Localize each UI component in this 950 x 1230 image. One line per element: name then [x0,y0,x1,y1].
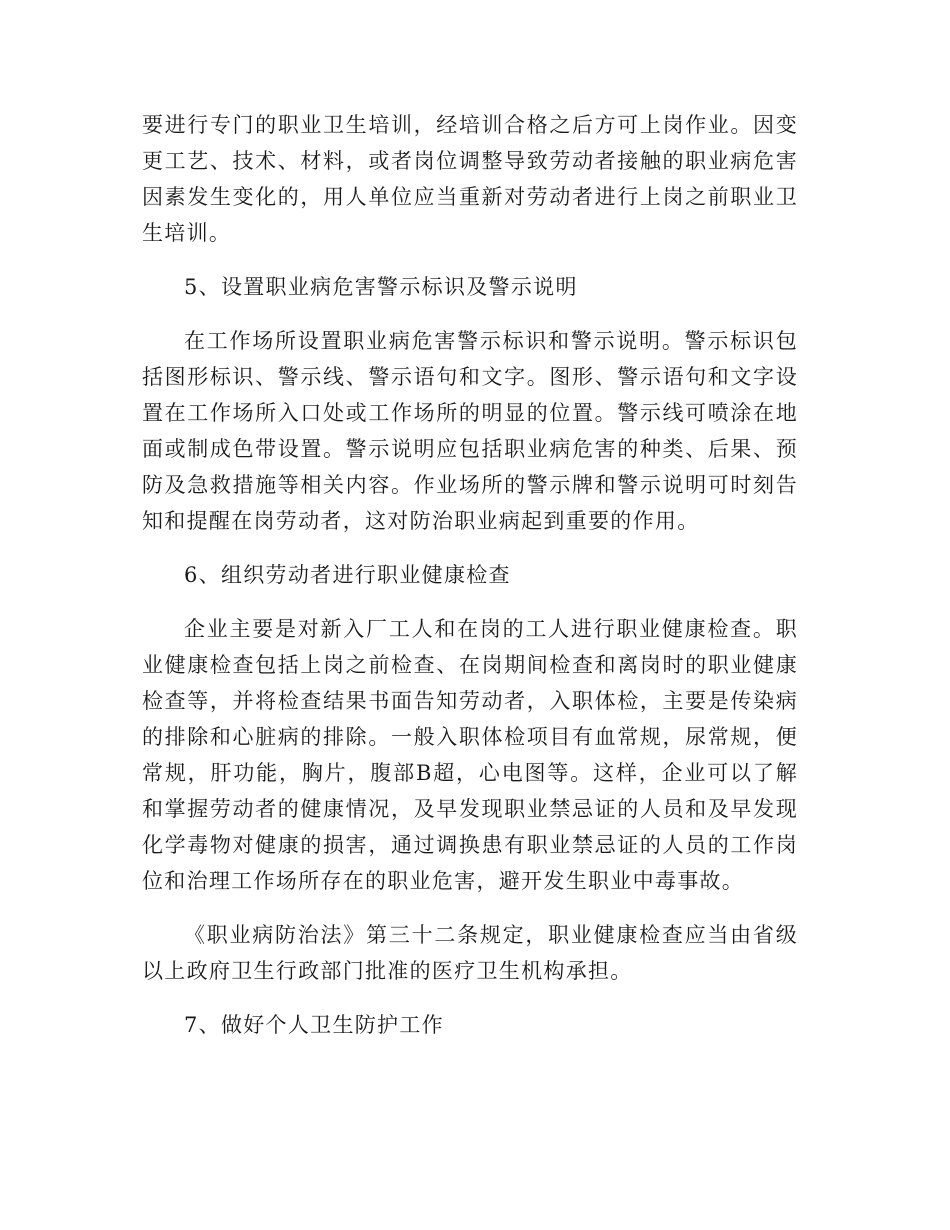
document-page [142,107,798,1061]
paragraph-health-checks: 企业主要是对新入厂工人和在岗的工人进行职业健康检查。职业健康检查包括上岗之前检查、在岗期间检查和离岗时的职业健康检查等，并将检查结果书面告知劳动者，入职体检，主要是传染病的排除和心脏病的排除。一般入职体检项目有血常规，尿常规，便常规，肝功能，胸片，腹部B超，心电图等。这样，企业可以了解和掌握劳动者的健康情况，及早发现职业禁忌证的人员和及早发现化学毒物对健康的损害，通过调换患有职业禁忌证的人员的工作岗位和治理工作场所存在的职业危害，避开发生职业中毒事故。 [142,617,798,893]
section-heading-5-warning-signs: 5、设置职业病危害警示标识及警示说明 [184,275,578,299]
section-heading-7-personal-protection: 7、做好个人卫生防护工作 [184,1013,444,1037]
paragraph-law-article-32: 《职业病防治法》第三十二条规定，职业健康检查应当由省级以上政府卫生行政部门批准的医疗卫生机构承担。 [142,923,798,983]
paragraph-warning-signs: 在工作场所设置职业病危害警示标识和警示说明。警示标识包括图形标识、警示线、警示语句和文字。图形、警示语句和文字设置在工作场所入口处或工作场所的明显的位置。警示线可喷涂在地面或制成色带设置。警示说明应包括职业病危害的种类、后果、预防及急救措施等相关内容。作业场所的警示牌和警示说明可时刻告知和提醒在岗劳动者，这对防治职业病起到重要的作用。 [142,329,798,533]
section-heading-6-health-checks: 6、组织劳动者进行职业健康检查 [184,563,511,587]
paragraph-training-continuation: 要进行专门的职业卫生培训，经培训合格之后方可上岗作业。因变更工艺、技术、材料，或者岗位调整导致劳动者接触的职业病危害因素发生变化的，用人单位应当重新对劳动者进行上岗之前职业卫生培训。 [142,113,798,245]
